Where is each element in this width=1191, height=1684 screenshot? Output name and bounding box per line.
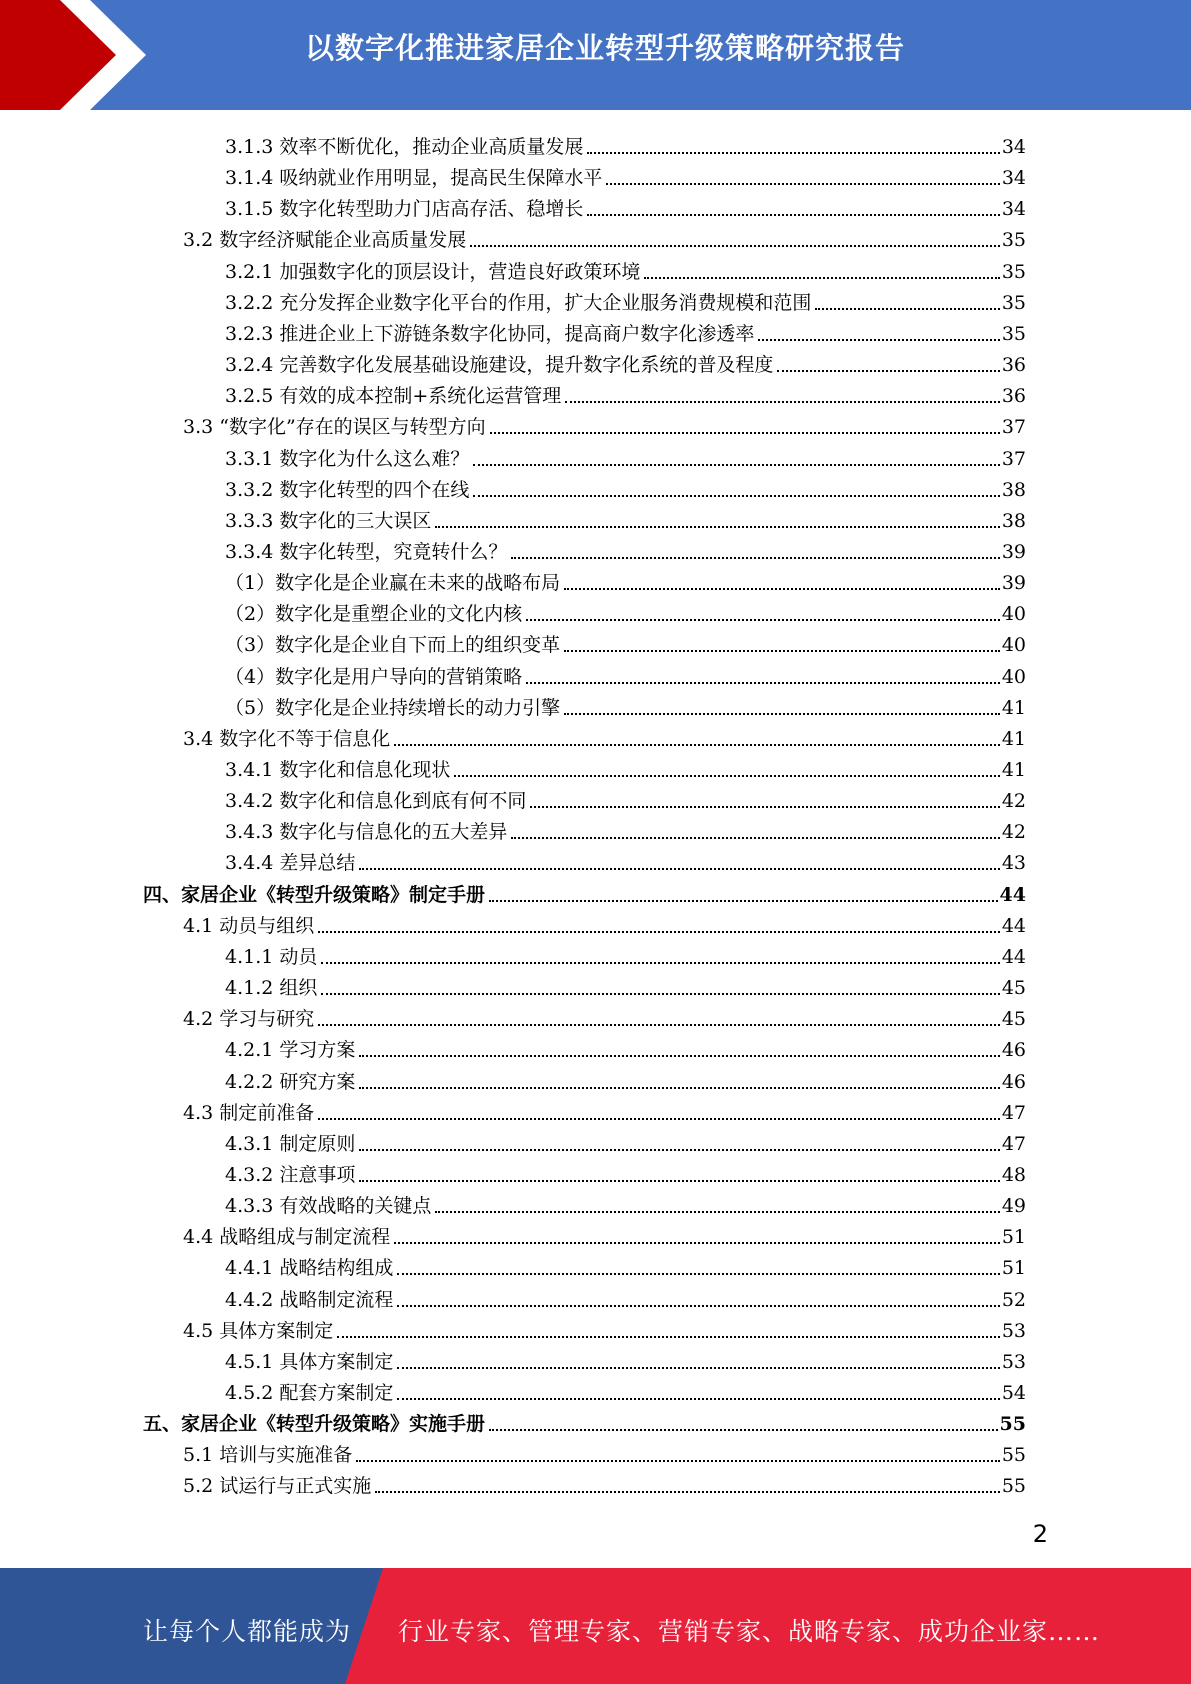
toc-leader-dots xyxy=(356,1460,1000,1462)
toc-entry-page: 38 xyxy=(1001,478,1026,501)
toc-leader-dots xyxy=(359,868,999,870)
toc-entry[interactable] xyxy=(225,533,1026,564)
toc-leader-dots xyxy=(435,526,999,528)
toc-entry-title: 3.3.4 数字化转型，究竟转什么？ xyxy=(225,540,508,563)
toc-entry[interactable] xyxy=(225,782,1026,813)
toc-entry-title: 3.1.5 数字化转型助力门店高存活、稳增长 xyxy=(225,198,584,221)
toc-leader-dots xyxy=(397,1367,999,1369)
toc-entry-title: 4.2.1 学习方案 xyxy=(225,1039,356,1062)
toc-entry-title: 3.1.3 效率不断优化，推动企业高质量发展 xyxy=(225,136,584,158)
toc-entry-page: 38 xyxy=(1001,509,1026,532)
toc-entry-page: 55 xyxy=(1001,1444,1026,1467)
toc-leader-dots xyxy=(606,183,999,185)
toc-leader-dots xyxy=(318,1024,1000,1026)
toc-leader-dots xyxy=(644,277,999,279)
toc-leader-dots xyxy=(489,1429,998,1431)
toc-entry[interactable] xyxy=(143,876,1026,907)
page-footer xyxy=(0,1568,1191,1684)
toc-entry-page: 44 xyxy=(999,883,1026,906)
toc-entry[interactable] xyxy=(225,658,1026,689)
toc-entry-page: 54 xyxy=(1001,1382,1026,1404)
toc-leader-dots xyxy=(511,557,999,559)
toc-entry[interactable] xyxy=(225,284,1026,315)
toc-leader-dots xyxy=(359,1149,999,1151)
toc-entry[interactable] xyxy=(225,1156,1026,1187)
toc-leader-dots xyxy=(470,245,1000,247)
toc-leader-dots xyxy=(397,1305,999,1307)
toc-leader-dots xyxy=(564,713,1000,715)
toc-leader-dots xyxy=(318,1118,1000,1120)
toc-entry-title: 4.4.1 战略结构组成 xyxy=(225,1257,394,1280)
toc-entry[interactable] xyxy=(183,1467,1026,1498)
toc-entry-page: 43 xyxy=(1001,852,1026,875)
toc-leader-dots xyxy=(815,308,999,310)
toc-entry-page: 35 xyxy=(1001,291,1026,314)
toc-leader-dots xyxy=(564,650,1000,652)
toc-leader-dots xyxy=(473,495,999,497)
document-title: 以数字化推进家居企业转型升级策略研究报告 xyxy=(305,31,906,65)
toc-entry-page: 51 xyxy=(1001,1257,1026,1280)
toc-entry-title: 4.4 战略组成与制定流程 xyxy=(183,1226,391,1249)
toc-entry[interactable] xyxy=(225,938,1026,969)
toc-entry-title: 4.1 动员与组织 xyxy=(183,914,315,937)
toc-entry-page: 40 xyxy=(1001,603,1026,626)
footer-slogan-left: 让每个人都能成为 xyxy=(143,1617,352,1646)
toc-entry-title: 3.4.2 数字化和信息化到底有何不同 xyxy=(225,790,527,813)
toc-entry[interactable] xyxy=(225,564,1026,595)
toc-leader-dots xyxy=(359,1180,999,1182)
toc-entry[interactable] xyxy=(225,502,1026,533)
toc-entry-title: 5.1 培训与实施准备 xyxy=(183,1444,353,1467)
toc-entry-page: 35 xyxy=(1001,260,1026,283)
toc-leader-dots xyxy=(359,1055,999,1057)
toc-entry[interactable] xyxy=(225,377,1026,408)
toc-leader-dots xyxy=(435,1211,999,1213)
toc-entry[interactable] xyxy=(225,1343,1026,1374)
toc-entry-page: 35 xyxy=(1001,229,1026,252)
page-header xyxy=(0,0,1191,110)
toc-entry-page: 40 xyxy=(1001,665,1026,688)
toc-entry-title: 4.3 制定前准备 xyxy=(183,1101,315,1124)
toc-entry-title: 3.3.2 数字化转型的四个在线 xyxy=(225,478,470,501)
toc-leader-dots xyxy=(587,214,999,216)
toc-entry-title: 4.5 具体方案制定 xyxy=(183,1319,334,1342)
toc-entry-title: （4）数字化是用户导向的营销策略 xyxy=(225,665,523,688)
toc-entry-page: 48 xyxy=(1001,1163,1026,1186)
toc-entry-page: 34 xyxy=(1001,198,1026,221)
toc-entry-page: 35 xyxy=(1001,322,1026,345)
toc-leader-dots xyxy=(397,1398,999,1400)
toc-entry-page: 41 xyxy=(1001,696,1026,719)
toc-entry-page: 37 xyxy=(1001,416,1026,439)
toc-entry-title: 4.2 学习与研究 xyxy=(183,1008,315,1031)
toc-entry-page: 45 xyxy=(1001,1008,1026,1031)
toc-entry-title: 3.2.5 有效的成本控制+系统化运营管理 xyxy=(225,385,562,408)
toc-entry[interactable] xyxy=(225,595,1026,626)
toc-leader-dots xyxy=(758,339,999,341)
toc-entry[interactable] xyxy=(183,720,1026,751)
toc-entry[interactable] xyxy=(225,1249,1026,1280)
toc-entry[interactable] xyxy=(183,907,1026,938)
toc-entry-title: 3.4.3 数字化与信息化的五大差异 xyxy=(225,821,508,844)
toc-entry-page: 44 xyxy=(1001,945,1026,968)
toc-leader-dots xyxy=(337,1336,1000,1338)
toc-entry-page: 39 xyxy=(1001,540,1026,563)
toc-leader-dots xyxy=(473,464,999,466)
toc-leader-dots xyxy=(375,1491,1000,1493)
toc-leader-dots xyxy=(397,1273,999,1275)
toc-leader-dots xyxy=(490,432,1000,434)
toc-entry-title: （3）数字化是企业自下而上的组织变革 xyxy=(225,634,561,657)
toc-entry[interactable] xyxy=(225,1031,1026,1062)
toc-entry[interactable] xyxy=(225,1187,1026,1218)
toc-entry-title: 4.1.2 组织 xyxy=(225,977,318,1000)
toc-entry[interactable] xyxy=(225,440,1026,471)
toc-entry-page: 40 xyxy=(1001,634,1026,657)
toc-entry[interactable] xyxy=(225,190,1026,221)
toc-entry-title: 4.4.2 战略制定流程 xyxy=(225,1288,394,1311)
toc-entry-title: 四、家居企业《转型升级策略》制定手册 xyxy=(143,883,486,906)
toc-leader-dots xyxy=(321,993,999,995)
toc-entry-title: 3.4.1 数字化和信息化现状 xyxy=(225,759,451,781)
toc-entry[interactable] xyxy=(225,128,1026,159)
toc-entry-title: （1）数字化是企业赢在未来的战略布局 xyxy=(225,572,561,595)
toc-entry-page: 34 xyxy=(1001,136,1026,158)
toc-entry-page: 55 xyxy=(999,1413,1026,1436)
toc-entry[interactable] xyxy=(143,1405,1026,1436)
toc-entry-page: 36 xyxy=(1001,385,1026,408)
toc-entry-page: 46 xyxy=(1001,1039,1026,1062)
toc-leader-dots xyxy=(526,682,1000,684)
toc-entry-title: 4.1.1 动员 xyxy=(225,945,318,968)
toc-entry-title: 3.2.4 完善数字化发展基础设施建设，提升数字化系统的普及程度 xyxy=(225,354,774,377)
toc-entry[interactable] xyxy=(183,408,1026,439)
toc-leader-dots xyxy=(511,837,999,839)
toc-entry[interactable] xyxy=(225,1063,1026,1094)
toc-entry[interactable] xyxy=(225,253,1026,284)
toc-entry-title: 4.3.2 注意事项 xyxy=(225,1163,356,1186)
toc-entry[interactable] xyxy=(225,1125,1026,1156)
toc-entry-page: 37 xyxy=(1001,447,1026,470)
toc-entry[interactable] xyxy=(225,1374,1026,1405)
toc-entry-title: 5.2 试运行与正式实施 xyxy=(183,1475,372,1498)
toc-entry[interactable] xyxy=(183,1436,1026,1467)
toc-entry-page: 36 xyxy=(1001,354,1026,377)
toc-entry[interactable] xyxy=(225,969,1026,1000)
toc-entry[interactable] xyxy=(225,346,1026,377)
toc-entry-page: 34 xyxy=(1001,167,1026,190)
toc-entry[interactable] xyxy=(225,1281,1026,1312)
toc-entry[interactable] xyxy=(225,626,1026,657)
toc-entry-page: 44 xyxy=(1001,914,1026,937)
toc-leader-dots xyxy=(394,1242,1000,1244)
toc-entry[interactable] xyxy=(183,1312,1026,1343)
toc-entry-page: 53 xyxy=(1001,1319,1026,1342)
toc-entry-title: （2）数字化是重塑企业的文化内核 xyxy=(225,603,523,626)
toc-entry[interactable] xyxy=(225,813,1026,844)
toc-leader-dots xyxy=(489,900,998,902)
toc-entry-title: 3.2.3 推进企业上下游链条数字化协同，提高商户数字化渗透率 xyxy=(225,322,755,345)
toc-leader-dots xyxy=(565,401,1000,403)
toc-leader-dots xyxy=(777,370,999,372)
toc-entry-title: 3.1.4 吸纳就业作用明显，提高民生保障水平 xyxy=(225,167,603,190)
toc-entry-page: 41 xyxy=(1001,759,1026,781)
toc-entry-page: 53 xyxy=(1001,1350,1026,1373)
toc-entry[interactable] xyxy=(225,689,1026,720)
toc-entry-page: 46 xyxy=(1001,1070,1026,1093)
toc-entry[interactable] xyxy=(225,471,1026,502)
toc-entry-title: 3.2 数字经济赋能企业高质量发展 xyxy=(183,229,467,252)
footer-slogan-right: 行业专家、管理专家、营销专家、战略专家、成功企业家…… xyxy=(398,1617,1101,1646)
toc-leader-dots xyxy=(526,619,1000,621)
toc-entry[interactable] xyxy=(183,1218,1026,1249)
toc-leader-dots xyxy=(564,588,1000,590)
toc-leader-dots xyxy=(394,744,1000,746)
toc-leader-dots xyxy=(530,806,999,808)
toc-entry-page: 49 xyxy=(1001,1195,1026,1218)
toc-entry[interactable] xyxy=(225,844,1026,875)
toc-entry-page: 52 xyxy=(1001,1288,1026,1311)
toc-entry-page: 41 xyxy=(1001,727,1026,750)
toc-entry[interactable] xyxy=(225,315,1026,346)
toc-entry-title: （5）数字化是企业持续增长的动力引擎 xyxy=(225,696,561,719)
toc-entry[interactable] xyxy=(183,1000,1026,1031)
toc-entry-title: 3.4 数字化不等于信息化 xyxy=(183,727,391,750)
toc-entry-page: 55 xyxy=(1001,1475,1026,1498)
page-number: 2 xyxy=(1032,1520,1048,1548)
toc-entry-page: 51 xyxy=(1001,1226,1026,1249)
toc-entry-title: 4.3.3 有效战略的关键点 xyxy=(225,1195,432,1218)
toc-entry-page: 39 xyxy=(1001,572,1026,595)
toc-leader-dots xyxy=(321,962,999,964)
header-arrow-decoration xyxy=(0,0,160,110)
toc-entry-title: 3.3 “数字化”存在的误区与转型方向 xyxy=(183,416,486,439)
toc-entry-title: 3.3.3 数字化的三大误区 xyxy=(225,509,432,532)
toc-leader-dots xyxy=(318,931,1000,933)
toc-leader-dots xyxy=(454,775,999,777)
toc-entry-page: 42 xyxy=(1001,821,1026,844)
toc-leader-dots xyxy=(359,1087,999,1089)
toc-entry-title: 五、家居企业《转型升级策略》实施手册 xyxy=(143,1413,486,1436)
toc-leader-dots xyxy=(587,152,999,154)
toc-entry-title: 4.2.2 研究方案 xyxy=(225,1070,356,1093)
toc-entry-title: 3.4.4 差异总结 xyxy=(225,852,356,875)
toc-entry-title: 3.2.2 充分发挥企业数字化平台的作用，扩大企业服务消费规模和范围 xyxy=(225,291,812,314)
toc-entry-title: 4.5.1 具体方案制定 xyxy=(225,1350,394,1373)
toc-entry-page: 47 xyxy=(1001,1132,1026,1155)
toc-entry[interactable] xyxy=(183,1094,1026,1125)
toc-entry-title: 4.3.1 制定原则 xyxy=(225,1132,356,1155)
toc-entry-page: 42 xyxy=(1001,790,1026,813)
toc-entry[interactable] xyxy=(225,159,1026,190)
toc-entry-title: 3.3.1 数字化为什么这么难？ xyxy=(225,447,470,470)
toc-entry-title: 4.5.2 配套方案制定 xyxy=(225,1382,394,1404)
toc-entry-title: 3.2.1 加强数字化的顶层设计，营造良好政策环境 xyxy=(225,260,641,283)
toc-entry[interactable] xyxy=(225,751,1026,782)
toc-entry-page: 45 xyxy=(1001,977,1026,1000)
toc-entry[interactable] xyxy=(183,221,1026,252)
toc-entry-page: 47 xyxy=(1001,1101,1026,1124)
